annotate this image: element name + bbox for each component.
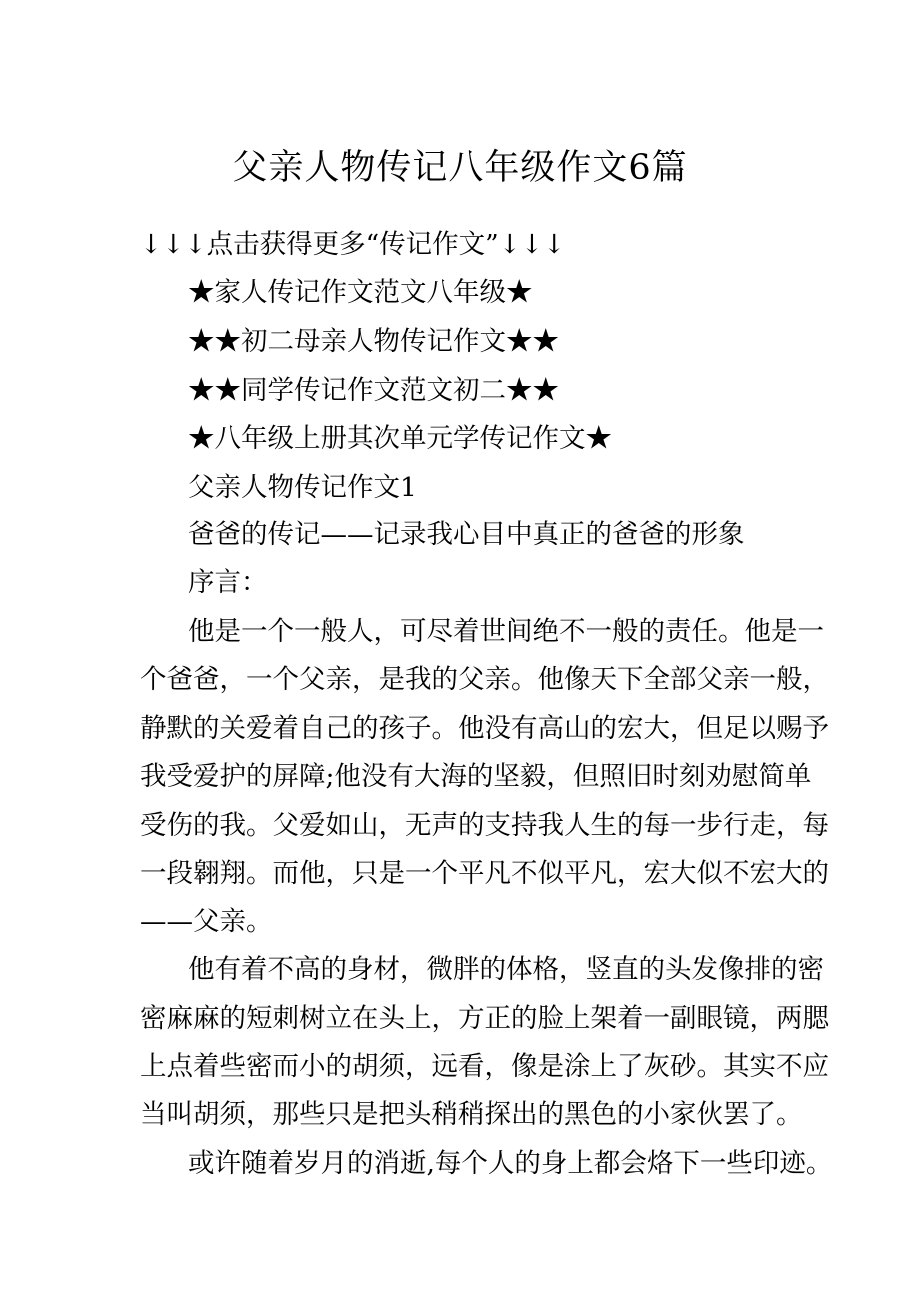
text-line: 我受爱护的屏障;他没有大海的坚毅，但照旧时刻劝慰简单 [140, 761, 812, 792]
section-heading: 父亲人物传记作文1 [188, 472, 417, 503]
related-link[interactable]: ★八年级上册其次单元学传记作文★ [188, 423, 612, 454]
text-line: 个爸爸，一个父亲，是我的父亲。他像天下全部父亲一般， [140, 664, 829, 695]
text-line: 当叫胡须，那些只是把头稍稍探出的黑色的小家伙罢了。 [140, 1099, 803, 1130]
text-line: 他有着不高的身材，微胖的体格，竖直的头发像排的密 [188, 954, 824, 985]
essay-subtitle: 爸爸的传记——记录我心目中真正的爸爸的形象 [188, 519, 745, 550]
text-line: 密麻麻的短刺树立在头上，方正的脸上架着一副眼镜，两腮 [140, 1003, 829, 1034]
related-link[interactable]: ★家人传记作文范文八年级★ [188, 277, 533, 308]
related-link[interactable]: ★★初二母亲人物传记作文★★ [188, 326, 559, 357]
text-line: 或许随着岁月的消逝,每个人的身上都会烙下一些印迹。 [188, 1148, 833, 1179]
text-line: 一段翱翔。而他，只是一个平凡不似平凡，宏大似不宏大的 [140, 858, 829, 889]
text-line: 上点着些密而小的胡须，远看，像是涂上了灰砂。其实不应 [140, 1051, 829, 1082]
document-title: 父亲人物传记八年级作文6篇 [232, 148, 688, 188]
text-line: 他是一个一般人，可尽着世间绝不一般的责任。他是一 [188, 616, 824, 647]
related-link[interactable]: ★★同学传记作文范文初二★★ [188, 375, 559, 406]
text-line: 静默的关爱着自己的孩子。他没有高山的宏大，但足以赐予 [140, 713, 829, 744]
preface-label: 序言： [188, 567, 268, 598]
text-line: 受伤的我。父爱如山，无声的支持我人生的每一步行走，每 [140, 810, 829, 841]
text-line: ——父亲。 [140, 906, 273, 937]
promo-link[interactable]: ↓↓↓点击获得更多“传记作文”↓↓↓ [140, 229, 566, 260]
